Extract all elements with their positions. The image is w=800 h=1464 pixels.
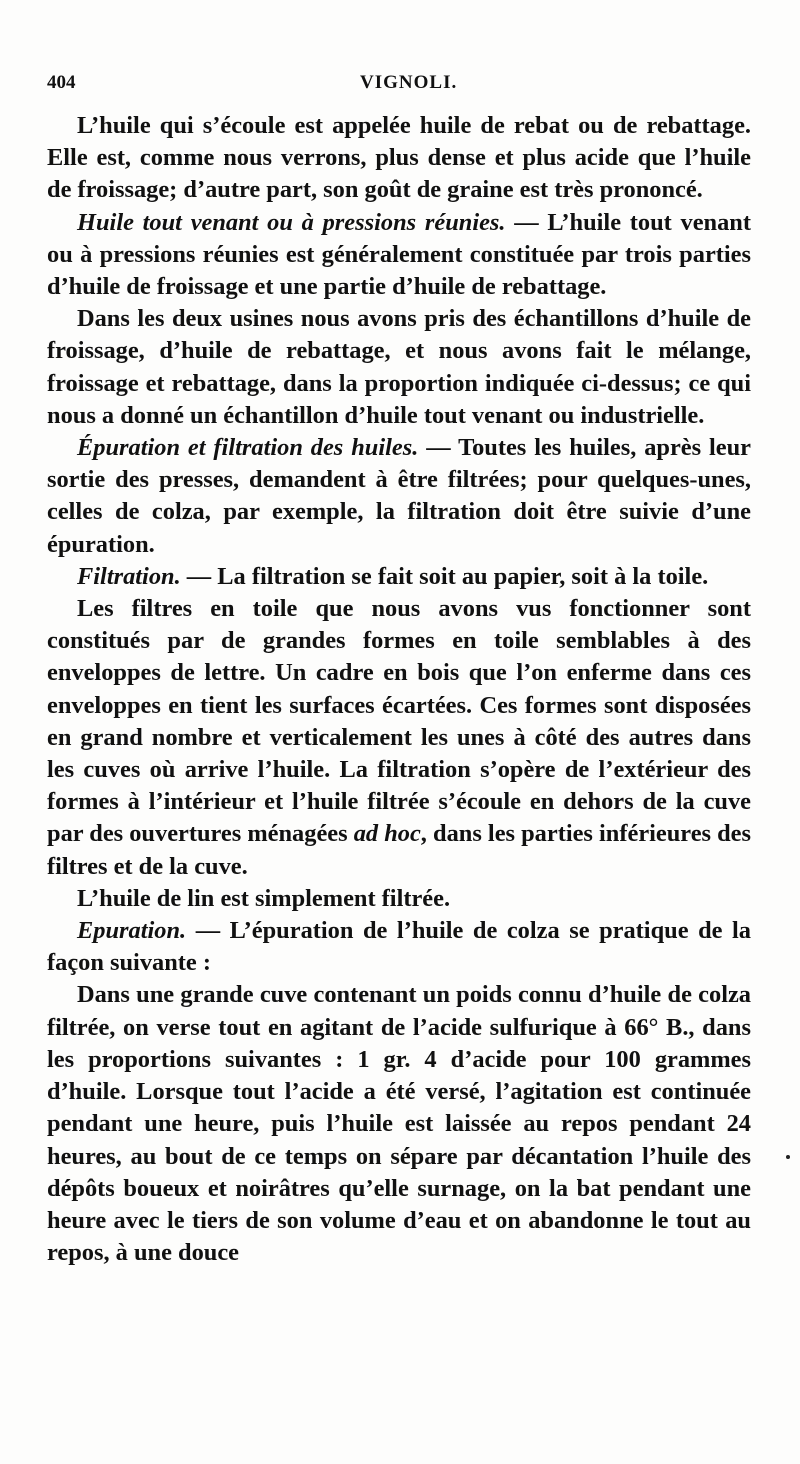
section-heading: Filtration. bbox=[77, 562, 181, 590]
paragraph-text: — L’épuration de l’huile de colza se pratique de la façon suivante : bbox=[47, 917, 751, 977]
body-text bbox=[47, 110, 751, 1269]
paragraph bbox=[47, 883, 751, 915]
paragraph-text: — La filtration se fait soit au papier, soit à la toile. bbox=[180, 562, 709, 590]
paragraph-text: Dans une grande cuve contenant un poids connu d’huile de colza filtrée, on verse tout en agitant de l’acide sulfurique à 66° B., dans les proportions suivantes : 1 gr. 4 d’acide pour 100 grammes d’huile. Lorsque tout l’acide a été versé, l’agitation est continuée pendant une heure, puis l’huile est laissée au repos pendant 24 heures, au bout de ce temps on sépare par décantation l’huile des dépôts boueux et noirâtres qu’elle surnage, on la bat pendant une heure avec le tiers de son volume d’eau et on abandonne le tout au repos, à une douce bbox=[47, 981, 751, 1267]
paragraph bbox=[47, 915, 751, 979]
paragraph bbox=[47, 110, 751, 207]
paragraph bbox=[47, 561, 751, 593]
paragraph bbox=[47, 303, 751, 432]
paragraph bbox=[47, 432, 751, 561]
paragraph bbox=[47, 207, 751, 304]
page-header bbox=[47, 66, 747, 96]
section-heading: Huile tout venant ou à pressions réunies. bbox=[77, 208, 506, 236]
running-head: VIGNOLI. bbox=[360, 72, 458, 93]
paragraph-text: L’huile qui s’écoule est appelée huile de rebat ou de rebattage. Elle est, comme nous verrons, plus dense et plus acide que l’huile de froissage; d’autre part, son goût de graine est très prononcé. bbox=[47, 112, 751, 204]
paragraph-text: L’huile de lin est simplement filtrée. bbox=[77, 884, 451, 912]
paragraph-text: , dans les parties inférieures des filtres et de la cuve. bbox=[47, 820, 752, 880]
page-number: 404 bbox=[47, 72, 76, 93]
paragraph bbox=[47, 979, 751, 1269]
paragraph-text: — Toutes les huiles, après leur sortie des presses, demandent à être filtrées; pour quelques-unes, celles de colza, par exemple, la filtration doit être suivie d’une épuration. bbox=[47, 434, 751, 558]
section-heading: Epuration. bbox=[77, 917, 187, 945]
paragraph-text: Les filtres en toile que nous avons vus fonctionner sont constitués par de grandes formes en toile semblables à des enveloppes de lettre. Un cadre en bois que l’on enferme dans ces enveloppes en tient les surfaces écartées. Ces formes sont disposées en grand nombre et verticalement les unes à côté des autres dans les cuves où arrive l’huile. La filtration s’opère de l’extérieur des formes à l’intérieur et l’huile filtrée s’écoule en dehors de la cuve par des ouvertures ménagées bbox=[47, 595, 751, 848]
paragraph bbox=[47, 593, 751, 883]
paragraph-text: — L’huile tout venant ou à pressions réunies est généralement constituée par trois parties d’huile de froissage et une partie d’huile de rebattage. bbox=[47, 208, 751, 301]
margin-mark bbox=[786, 1155, 790, 1159]
section-heading: Épuration et filtration des huiles. bbox=[77, 434, 419, 462]
latin-phrase: ad hoc bbox=[353, 820, 421, 848]
paragraph-text: Dans les deux usines nous avons pris des échantillons d’huile de froissage, d’huile de rebattage, et nous avons fait le mélange, froissage et rebattage, dans la proportion indiquée ci-dessus; ce qui nous a donné un échantillon d’huile tout venant ou industrielle. bbox=[47, 305, 751, 429]
